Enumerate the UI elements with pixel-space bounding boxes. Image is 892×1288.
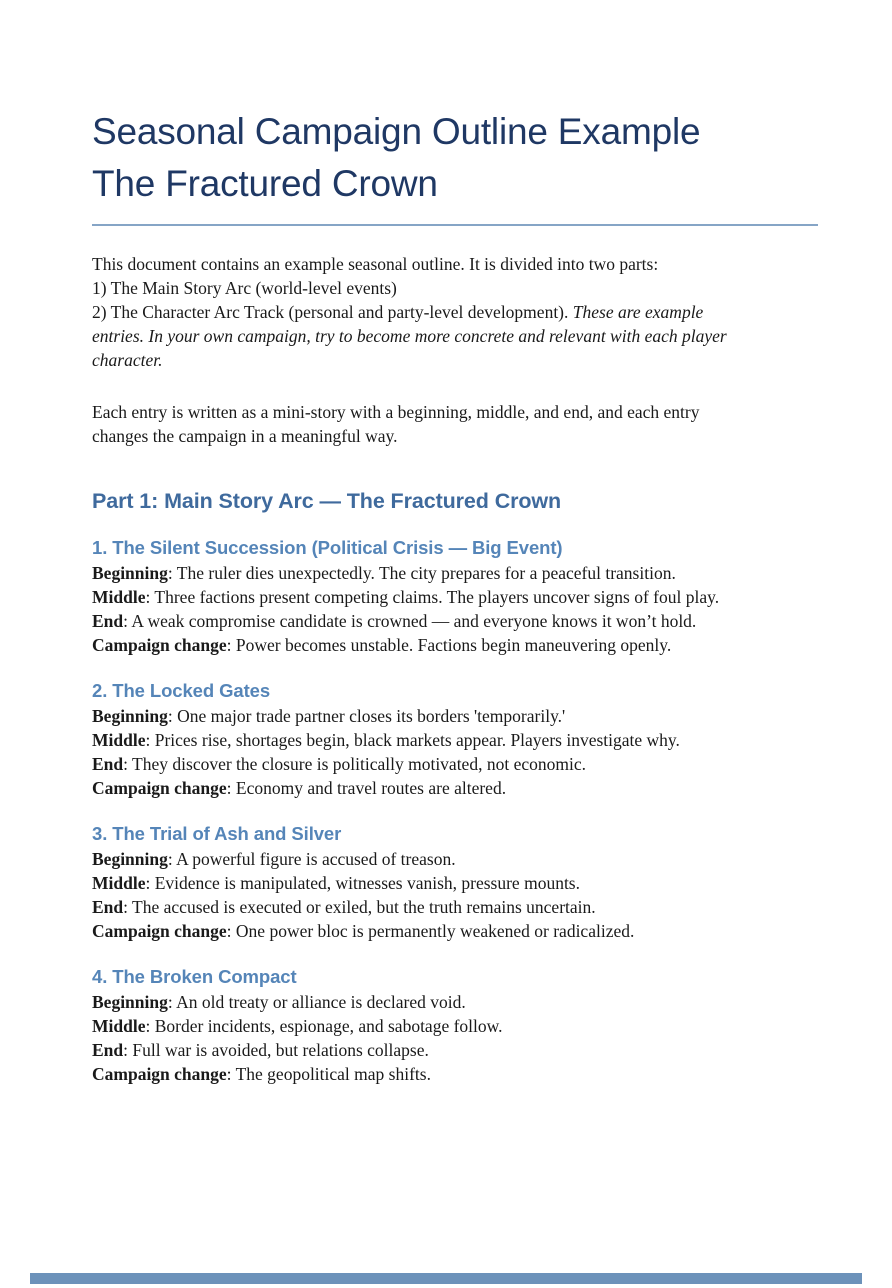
line-label: Beginning bbox=[92, 562, 168, 583]
intro-italic-note-3: character. bbox=[92, 349, 163, 370]
line-text: : Power becomes unstable. Factions begin maneuvering openly. bbox=[226, 634, 672, 655]
line-label: End bbox=[92, 896, 124, 917]
line-label: Middle bbox=[92, 1015, 146, 1036]
line-label: Middle bbox=[92, 872, 146, 893]
line-text: : Full war is avoided, but relations collapse. bbox=[123, 1039, 429, 1060]
line-text: : Three factions present competing claims. The players uncover signs of foul play. bbox=[145, 586, 720, 607]
section-line-end bbox=[92, 1038, 818, 1062]
part1-heading: Part 1: Main Story Arc — The Fractured Crown bbox=[92, 488, 562, 513]
section-line-beginning bbox=[92, 847, 818, 871]
section-heading: 3. The Trial of Ash and Silver bbox=[92, 822, 342, 844]
line-label: Middle bbox=[92, 586, 146, 607]
line-label: Campaign change bbox=[92, 1063, 227, 1084]
section-line-beginning bbox=[92, 704, 818, 728]
intro-line1: This document contains an example seasonal outline. It is divided into two parts: bbox=[92, 253, 659, 274]
line-text: : The accused is executed or exiled, but the truth remains uncertain. bbox=[123, 896, 596, 917]
story-arc-section bbox=[92, 965, 818, 1086]
section-line-middle bbox=[92, 585, 818, 609]
line-text: : The ruler dies unexpectedly. The city prepares for a peaceful transition. bbox=[167, 562, 676, 583]
intro-italic-note-2: entries. In your own campaign, try to become more concrete and relevant with each player bbox=[92, 325, 727, 346]
line-text: : A weak compromise candidate is crowned — and everyone knows it won’t hold. bbox=[123, 610, 697, 631]
section-line-end bbox=[92, 609, 818, 633]
line-label: Beginning bbox=[92, 705, 168, 726]
line-label: Campaign change bbox=[92, 777, 227, 798]
line-label: End bbox=[92, 1039, 124, 1060]
section-line-beginning bbox=[92, 561, 818, 585]
line-label: Beginning bbox=[92, 991, 168, 1012]
section-heading: 1. The Silent Succession (Political Crisis — Big Event) bbox=[92, 536, 563, 558]
section-line-middle bbox=[92, 728, 818, 752]
section-line-end bbox=[92, 752, 818, 776]
line-label: Middle bbox=[92, 729, 146, 750]
line-label: Beginning bbox=[92, 848, 168, 869]
story-arc-section bbox=[92, 822, 818, 943]
section-line-campaign-change bbox=[92, 919, 818, 943]
section-line-middle bbox=[92, 1014, 818, 1038]
line-text: : Economy and travel routes are altered. bbox=[226, 777, 507, 798]
line-label: Campaign change bbox=[92, 634, 227, 655]
line-text: : An old treaty or alliance is declared void. bbox=[167, 991, 466, 1012]
section-line-middle bbox=[92, 871, 818, 895]
section-line-campaign-change bbox=[92, 1062, 818, 1086]
page-title-line2: The Fractured Crown bbox=[92, 162, 438, 204]
sections-container bbox=[92, 536, 818, 1086]
line-text: : Evidence is manipulated, witnesses vanish, pressure mounts. bbox=[145, 872, 580, 893]
intro-line3: 2) The Character Arc Track (personal and party-level development). bbox=[92, 301, 573, 322]
line-text: : They discover the closure is politically motivated, not economic. bbox=[123, 753, 586, 774]
story-arc-section bbox=[92, 679, 818, 800]
line-label: End bbox=[92, 610, 124, 631]
line-text: : One power bloc is permanently weakened or radicalized. bbox=[226, 920, 635, 941]
section-heading: 2. The Locked Gates bbox=[92, 679, 271, 701]
section-line-end bbox=[92, 895, 818, 919]
section-line-campaign-change bbox=[92, 633, 818, 657]
line-label: Campaign change bbox=[92, 920, 227, 941]
line-text: : Prices rise, shortages begin, black markets appear. Players investigate why. bbox=[145, 729, 680, 750]
page-title bbox=[92, 106, 818, 226]
section-heading: 4. The Broken Compact bbox=[92, 965, 297, 987]
story-arc-section bbox=[92, 536, 818, 657]
line-text: : A powerful figure is accused of treason. bbox=[167, 848, 456, 869]
line-text: : Border incidents, espionage, and sabotage follow. bbox=[145, 1015, 503, 1036]
section-line-beginning bbox=[92, 990, 818, 1014]
intro-italic-note-1: These are example bbox=[572, 301, 704, 322]
overview-line1: Each entry is written as a mini-story with a beginning, middle, and end, and each entry bbox=[92, 401, 700, 422]
bottom-rule bbox=[30, 1273, 862, 1284]
line-label: End bbox=[92, 753, 124, 774]
page-title-line1: Seasonal Campaign Outline Example bbox=[92, 111, 701, 152]
section-line-campaign-change bbox=[92, 776, 818, 800]
overview-line2: changes the campaign in a meaningful way. bbox=[92, 425, 398, 446]
line-text: : One major trade partner closes its borders 'temporarily.' bbox=[167, 705, 566, 726]
intro-paragraph bbox=[92, 252, 818, 372]
line-text: : The geopolitical map shifts. bbox=[226, 1063, 431, 1084]
intro-line2: 1) The Main Story Arc (world-level events) bbox=[92, 277, 397, 298]
overview-paragraph bbox=[92, 400, 818, 448]
